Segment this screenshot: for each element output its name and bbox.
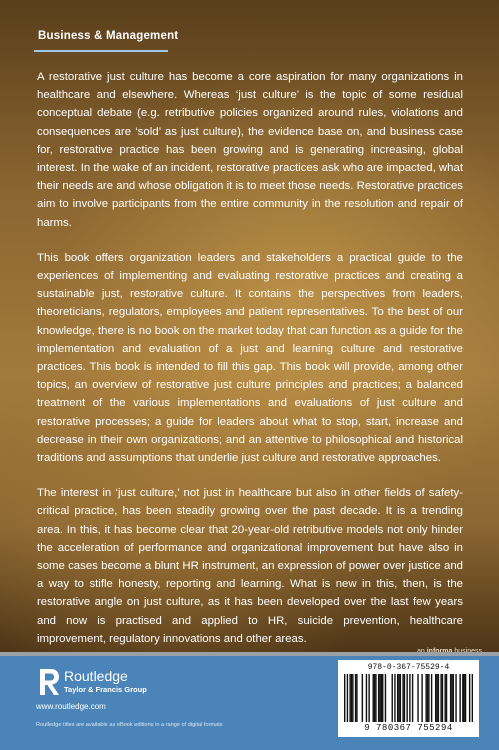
- barcode-bar: [431, 674, 432, 722]
- barcode-bar: [379, 674, 380, 722]
- barcode-bar: [400, 674, 401, 722]
- barcode-bar: [465, 674, 466, 722]
- publisher-group: Taylor & Francis Group: [64, 685, 147, 694]
- barcode-bar: [469, 674, 470, 722]
- barcode-bar: [425, 674, 426, 722]
- ean-digits: 9 780367 755294: [364, 723, 453, 733]
- ebook-availability-note: Routledge titles are available as eBook editions in a range of digital formats: [36, 722, 223, 728]
- barcode-bar: [344, 674, 345, 722]
- barcode-bar: [412, 674, 413, 722]
- barcode-bar: [402, 674, 403, 722]
- barcode-bar: [428, 674, 429, 722]
- barcode-bar: [362, 674, 363, 722]
- barcode-bar: [421, 674, 422, 722]
- barcode-bars: [344, 674, 473, 724]
- barcode-bar: [442, 674, 443, 722]
- barcode-bar: [392, 674, 393, 722]
- barcode-bar: [375, 674, 376, 722]
- barcode-bar: [444, 674, 445, 722]
- barcode-bar: [394, 674, 395, 722]
- back-cover-blurb: [37, 68, 463, 665]
- barcode-bar: [440, 674, 441, 722]
- barcode-bar: [351, 674, 352, 722]
- barcode-bar: [385, 674, 386, 722]
- barcode-bar: [355, 674, 356, 722]
- barcode-bar: [450, 674, 451, 722]
- publisher-name: Routledge: [64, 668, 128, 684]
- barcode-bar: [368, 674, 369, 722]
- barcode-bar: [472, 674, 473, 722]
- barcode-bar: [409, 674, 410, 722]
- blurb-paragraph-2: This book offers organization leaders and stakeholders a practical guide to the experiences of implementing and evaluating restorative practices and creating a sustainable just, restorative culture. It contains the perspectives from leaders, theoreticians, regulators, employees and patient representatives. To the best of our knowledge, there is no book on the market today that can function as a guide for the implementation and evaluation of a just and learning culture and restorative practices. This book is intended to fill this gap. This book will provide, among other topics, an overview of restorative just culture principles and practices; a balanced treatment of the various implementations and evaluations of just culture and restorative processes; a guide for leaders about what to stop, start, increase and decrease in their own organizations; and an attentive to philosophical and historical traditions and assumptions that underlie just culture and restorative approaches.: [37, 251, 463, 465]
- routledge-r-logo-icon: [36, 666, 62, 698]
- barcode-bar: [459, 674, 460, 722]
- blurb-paragraph-1: A restorative just culture has become a core aspiration for many organizations in healthcare and elsewhere. Whereas ‘just culture’ is the topic of some residual conceptual debate (e.g. retributive policies organized around rules, violations and consequences are ‘sold’ as just culture), the evidence base on, and business case for, restorative practice has been growing and is generating increasing, global interest. In the wake of an incident, restorative practices ask who are impacted, what their needs are and whose obligation it is to meet those needs. Restorative practices aim to involve participants from the entire community in the resolution and repair of harms.: [37, 71, 463, 229]
- barcode-bar: [378, 674, 379, 722]
- blurb-paragraph-3: The interest in ‘just culture,’ not just in healthcare but also in other fields of safety-critical practice, has been steadily growing over the past decade. It is a trending area. In this, it has become clear that 20-year-old retributive models not only hinder the acceleration of performance and organizational improvement but have also in some cases become a blunt HR instrument, an expression of power over justice and a way to stifle honesty, reporting and learning. What is new in this, then, is the restorative angle on just culture, as it has been developed over the last few years and now is practised and applied to HR, suicide prevention, healthcare improvement, regulatory innovations and other areas.: [37, 487, 463, 645]
- barcode-bar: [436, 674, 437, 722]
- barcode-bar: [451, 674, 452, 722]
- barcode-bar: [427, 674, 428, 722]
- barcode-bar: [462, 674, 463, 722]
- isbn-barcode: [338, 660, 479, 737]
- barcode-bar: [381, 674, 382, 722]
- barcode-bar: [406, 674, 407, 722]
- isbn-number: 978-0-367-75529-4: [367, 663, 450, 672]
- barcode-bar: [347, 674, 348, 722]
- barcode-bar: [404, 674, 405, 722]
- barcode-bar: [382, 674, 383, 722]
- barcode-bar: [397, 674, 398, 722]
- barcode-bar: [446, 674, 447, 722]
- category-label: Business & Management: [38, 30, 179, 42]
- barcode-bar: [366, 674, 367, 722]
- barcode-bar: [349, 674, 350, 722]
- barcode-bar: [438, 674, 439, 722]
- barcode-bar: [455, 674, 456, 722]
- barcode-bar: [356, 674, 357, 722]
- barcode-bar: [463, 674, 464, 722]
- barcode-bar: [373, 674, 374, 722]
- barcode-bar: [352, 674, 353, 722]
- category-underline: [34, 50, 168, 52]
- barcode-bar: [435, 674, 436, 722]
- publisher-url[interactable]: www.routledge.com: [36, 702, 106, 711]
- barcode-bar: [453, 674, 454, 722]
- barcode-bar: [417, 674, 418, 722]
- barcode-bar: [374, 674, 375, 722]
- barcode-bar: [398, 674, 399, 722]
